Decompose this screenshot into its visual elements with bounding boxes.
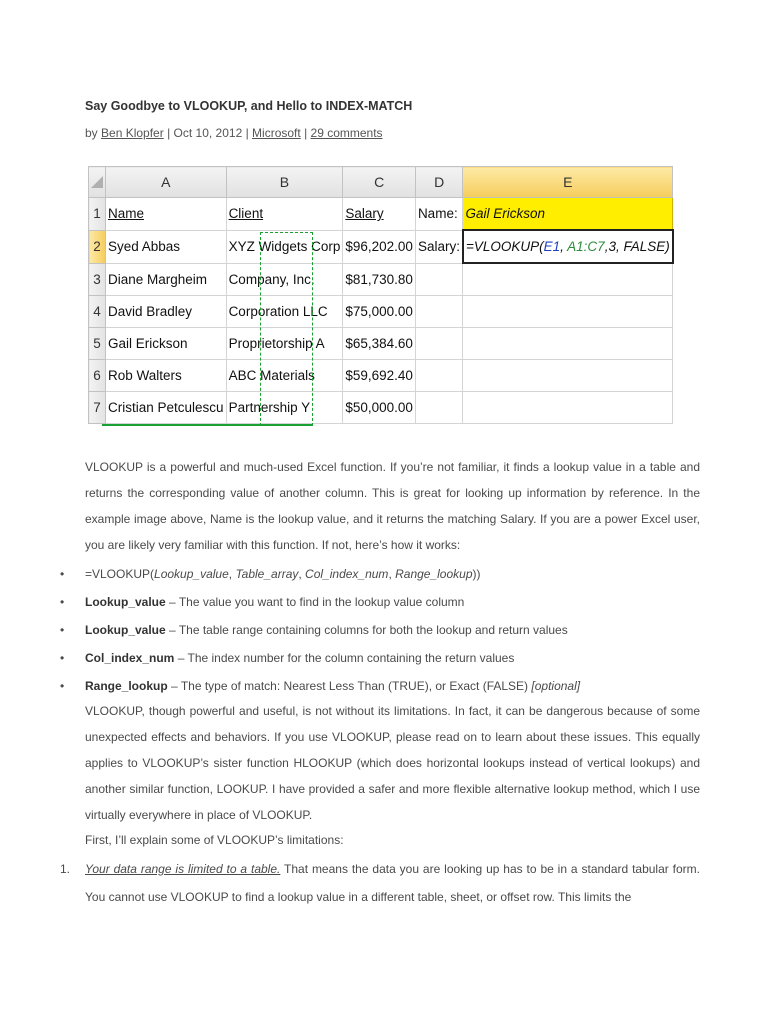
column-header-c: C: [343, 167, 416, 198]
syntax-list: [60, 560, 700, 700]
sheet-row: [89, 392, 673, 424]
list-item: [60, 588, 700, 616]
cell-empty: [463, 328, 673, 360]
item-body: That means the data you are looking up has to be in a standard tabular form. You cannot use VLOOKUP to find a lookup value in a different table, sheet, or offset row. This limits the: [85, 862, 700, 904]
bullet-icon: •: [60, 595, 65, 609]
numbered-item: [60, 855, 700, 911]
spreadsheet-image: [88, 166, 670, 430]
formula-comma: ,: [560, 239, 568, 254]
row-number: 6: [89, 360, 106, 392]
bullet-icon: •: [60, 623, 65, 637]
comments-link[interactable]: 29 comments: [310, 126, 383, 140]
item-lead: Your data range is limited to a table.: [85, 862, 281, 876]
cell-empty: [415, 328, 463, 360]
cell-a1: Name: [106, 198, 227, 231]
syntax-arg: Range_lookup: [395, 567, 473, 581]
sheet-row: [89, 328, 673, 360]
byline-separator: |: [163, 126, 174, 140]
sheet-row: [89, 198, 673, 231]
item-number: 1.: [60, 862, 71, 876]
select-all-corner: [89, 167, 106, 198]
byline-prefix: by: [85, 126, 102, 140]
row-number: 4: [89, 296, 106, 328]
cell-empty: [463, 392, 673, 424]
cell-name: Rob Walters: [106, 360, 227, 392]
cell-name: Cristian Petculescu: [106, 392, 227, 424]
column-header-row: [89, 167, 673, 198]
cell-name: David Bradley: [106, 296, 227, 328]
cell-d1: Name:: [415, 198, 463, 231]
cell-salary: $65,384.60: [343, 328, 416, 360]
row-number: 5: [89, 328, 106, 360]
row-number: 2: [89, 230, 106, 263]
byline-separator: |: [300, 126, 311, 140]
cell-empty: [463, 263, 673, 296]
cell-salary: $81,730.80: [343, 263, 416, 296]
sheet-row: [89, 263, 673, 296]
column-header-e: E: [463, 167, 673, 198]
row-number: 1: [89, 198, 106, 231]
syntax-start: =VLOOKUP(: [85, 567, 155, 581]
syntax-comma: ,: [388, 567, 396, 581]
cell-salary: $59,692.40: [343, 360, 416, 392]
list-item: [60, 672, 700, 700]
list-item: [60, 560, 700, 588]
term-description: – The index number for the column containing the return values: [174, 651, 515, 665]
cell-d2: Salary:: [415, 230, 463, 263]
sheet-row: [89, 296, 673, 328]
syntax-comma: ,: [298, 567, 306, 581]
cell-e2-formula: [463, 230, 673, 263]
term: Col_index_num: [85, 651, 175, 665]
formula-start: =VLOOKUP(: [465, 239, 544, 254]
corner-triangle-icon: [91, 176, 103, 188]
cell-a2: Syed Abbas: [106, 230, 227, 263]
cell-client: Corporation LLC: [226, 296, 343, 328]
formula-end: ,3, FALSE): [604, 239, 670, 254]
syntax-comma: ,: [228, 567, 236, 581]
byline: [85, 126, 383, 140]
cell-empty: [415, 360, 463, 392]
cell-b1: Client: [226, 198, 343, 231]
column-header-a: A: [106, 167, 227, 198]
limitations-paragraph: VLOOKUP, though powerful and useful, is not without its limitations. In fact, it can be dangerous because of some unexpected effects and behaviors. If you use VLOOKUP, please read on to learn about these issues. This equally applies to VLOOKUP’s sister function HLOOKUP (which does horizontal lookups instead of vertical lookups) and another similar function, LOOKUP. I have provided a safer and more flexible alternative lookup method, which I use virtually everywhere in place of VLOOKUP.: [85, 704, 700, 822]
article-title: Say Goodbye to VLOOKUP, and Hello to INDEX-MATCH: [85, 99, 413, 113]
term: Lookup_value: [85, 595, 166, 609]
row-number: 3: [89, 263, 106, 296]
cell-c2: $96,202.00: [343, 230, 416, 263]
term-description: – The value you want to find in the lookup value column: [165, 595, 465, 609]
column-header-d: D: [415, 167, 463, 198]
cell-name: Gail Erickson: [106, 328, 227, 360]
bullet-icon: •: [60, 679, 65, 693]
bullet-icon: •: [60, 651, 65, 665]
category-link[interactable]: Microsoft: [252, 126, 301, 140]
post-date: Oct 10, 2012: [173, 126, 243, 140]
cell-name: Diane Margheim: [106, 263, 227, 296]
bullet-icon: •: [60, 567, 65, 581]
term: Range_lookup: [85, 679, 168, 693]
term-description: – The table range containing columns for both the lookup and return values: [165, 623, 568, 637]
byline-separator: |: [242, 126, 253, 140]
cell-salary: $75,000.00: [343, 296, 416, 328]
cell-b2: XYZ Widgets Corp: [226, 230, 343, 263]
cell-empty: [415, 263, 463, 296]
cell-empty: [415, 296, 463, 328]
syntax-arg: Table_array: [235, 567, 299, 581]
cell-c1: Salary: [343, 198, 416, 231]
numbered-item-text: [85, 855, 700, 911]
intro-paragraph: VLOOKUP is a powerful and much-used Excel function. If you’re not familiar, it finds a lookup value in a table and returns the corresponding value of another column. This is great for looking up information by reference. In the example image above, Name is the lookup value, and it returns the matching Salary. If you are a power Excel user, you are likely very familiar with this function. If not, here’s how it works:: [85, 460, 700, 552]
cell-salary: $50,000.00: [343, 392, 416, 424]
syntax-arg: Col_index_num: [305, 567, 389, 581]
formula-ref-e1: E1: [543, 239, 561, 254]
cell-empty: [463, 296, 673, 328]
column-header-b: B: [226, 167, 343, 198]
optional-note: [optional]: [531, 679, 581, 693]
row-number: 7: [89, 392, 106, 424]
list-item: [60, 616, 700, 644]
formula-ref-range: A1:C7: [567, 239, 605, 254]
cell-client: ABC Materials: [226, 360, 343, 392]
cell-empty: [415, 392, 463, 424]
syntax-arg: Lookup_value: [154, 567, 229, 581]
cell-e1: Gail Erickson: [463, 198, 673, 231]
sheet-row: [89, 360, 673, 392]
term-description: – The type of match: Nearest Less Than (TRUE), or Exact (FALSE): [167, 679, 532, 693]
syntax-end: )): [472, 567, 481, 581]
list-item: [60, 644, 700, 672]
cell-client: Partnership Y: [226, 392, 343, 424]
cell-client: Proprietorship A: [226, 328, 343, 360]
author-link[interactable]: Ben Klopfer: [101, 126, 164, 140]
first-line: First, I’ll explain some of VLOOKUP’s limitations:: [85, 833, 344, 847]
cell-client: Company, Inc.: [226, 263, 343, 296]
sheet-row: [89, 230, 673, 263]
cell-empty: [463, 360, 673, 392]
term: Lookup_value: [85, 623, 166, 637]
